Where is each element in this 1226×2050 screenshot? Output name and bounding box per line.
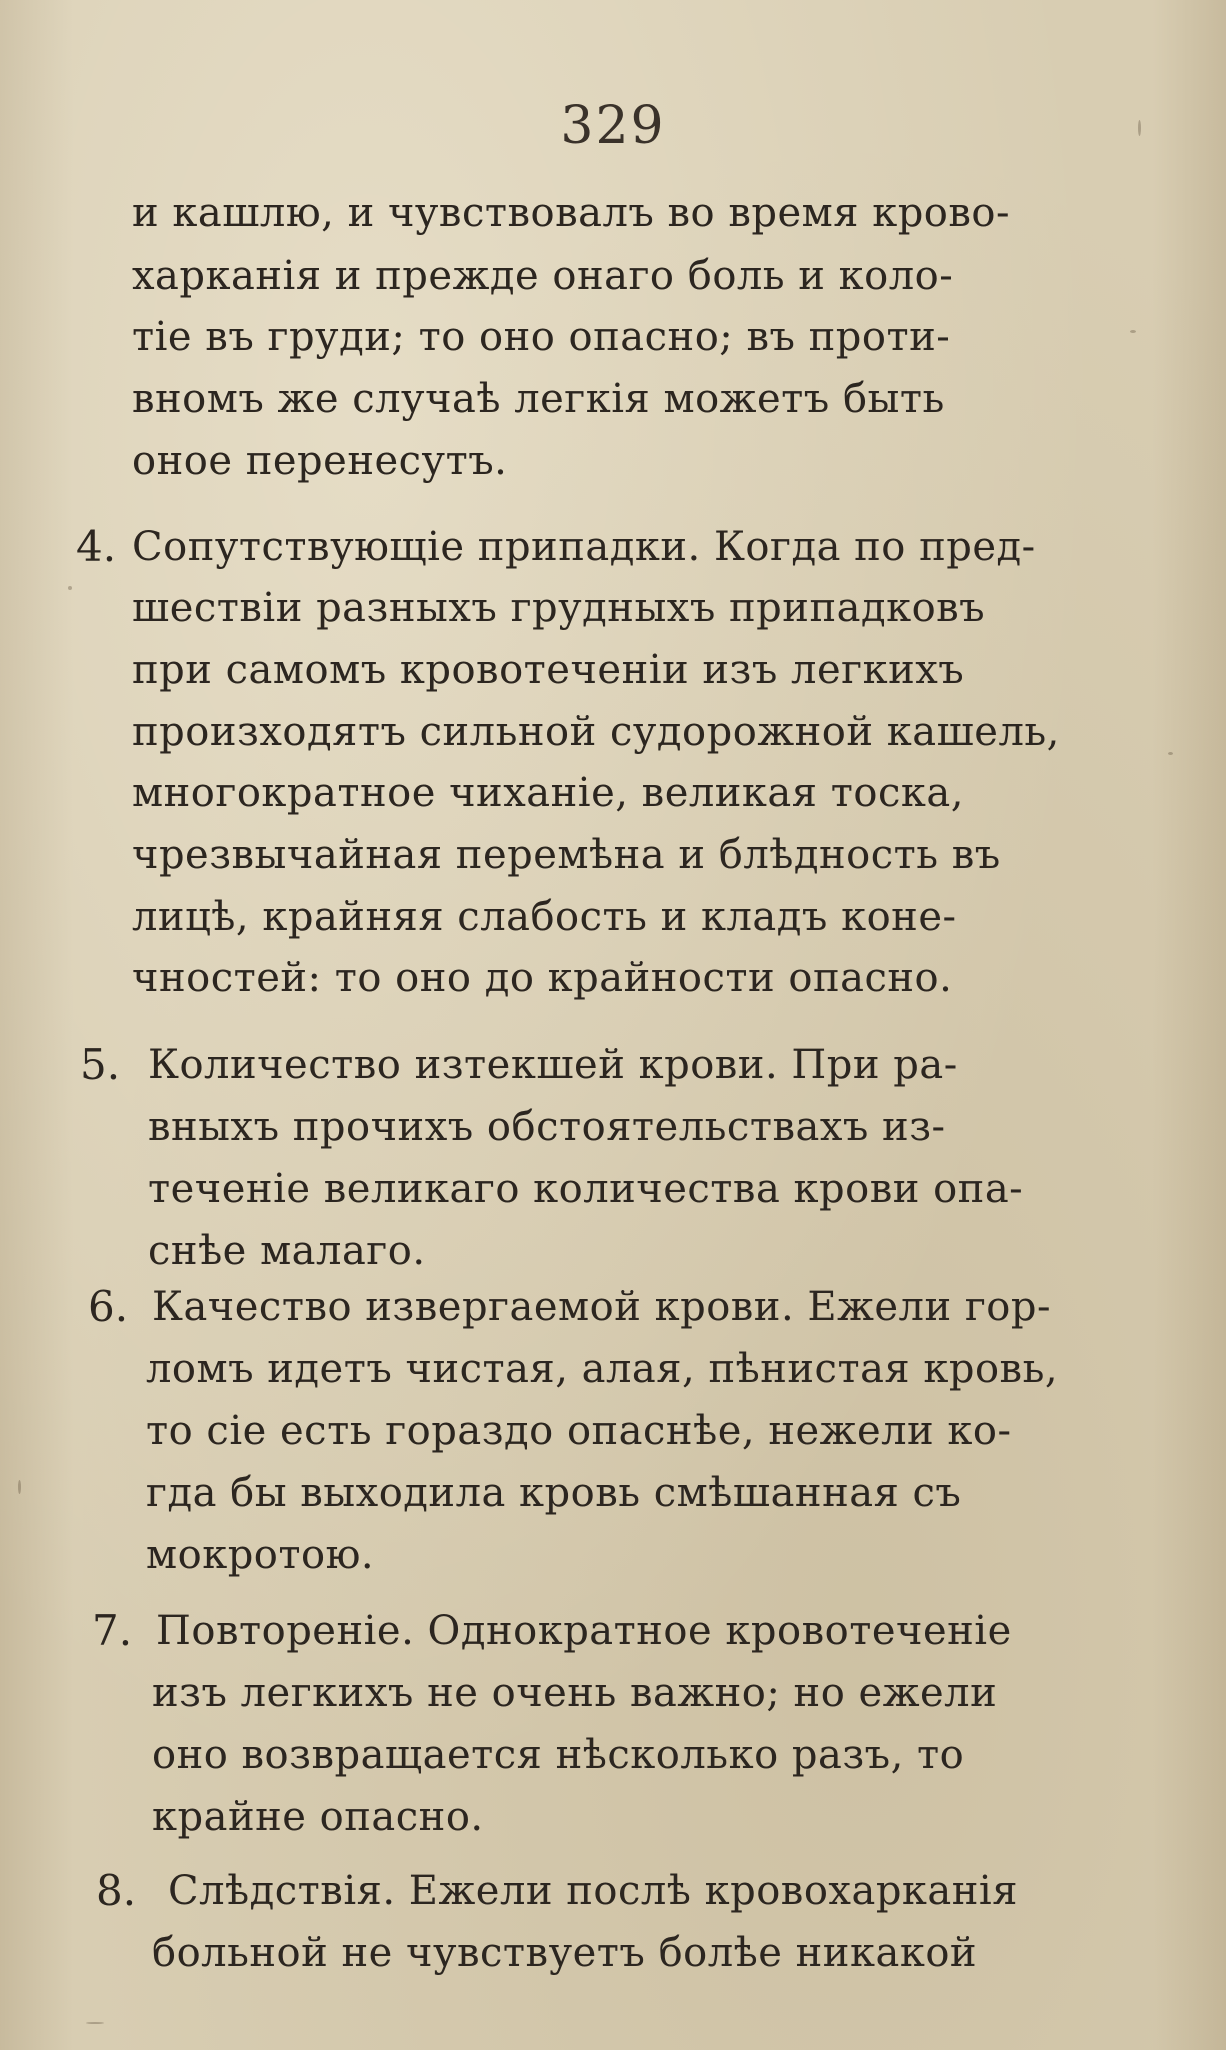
paragraph-number: 8.	[96, 1866, 137, 1915]
text-line: крайне опасно.	[152, 1794, 484, 1840]
text-line: оно возвращается нѣсколько разъ, то	[152, 1732, 965, 1778]
paper-speck	[1168, 752, 1173, 755]
text-line: больной не чувствуетъ болѣе никакой	[152, 1930, 978, 1976]
page-number: 329	[560, 96, 666, 156]
text-line: оное перенесутъ.	[132, 438, 508, 484]
text-line: и кашлю, и чувствовалъ во время крово-	[132, 190, 1011, 236]
text-line: шествіи разныхъ грудныхъ припадковъ	[132, 585, 986, 631]
text-line: то сіе есть гораздо опаснѣе, нежели ко-	[146, 1408, 1012, 1454]
text-line: Сопутствующіе припадки. Когда по пред-	[132, 524, 1036, 570]
text-line: снѣе малаго.	[148, 1228, 426, 1274]
paper-speck	[86, 2022, 104, 2024]
paragraph-number: 7.	[92, 1606, 133, 1655]
text-line: лицѣ, крайняя слабость и кладъ коне-	[132, 894, 957, 940]
text-line: Количество изтекшей крови. При ра-	[148, 1042, 958, 1088]
text-line: гда бы выходила кровь смѣшанная съ	[146, 1470, 962, 1516]
paragraph-number: 4.	[76, 522, 117, 571]
paper-speck	[18, 1480, 21, 1494]
text-line: Качество извергаемой крови. Ежели гор-	[152, 1284, 1051, 1330]
text-line: вныхъ прочихъ обстоятельствахъ из-	[148, 1104, 946, 1150]
text-line: тіе въ груди; то оно опасно; въ проти-	[132, 314, 951, 360]
text-line: многократное чиханіе, великая тоска,	[132, 770, 964, 816]
text-line: чрезвычайная перемѣна и блѣдность въ	[132, 832, 1001, 878]
text-line: изъ легкихъ не очень важно; но ежели	[152, 1670, 998, 1716]
text-line: произходятъ сильной судорожной кашель,	[132, 709, 1060, 755]
text-line: Повтореніе. Однократное кровотеченіе	[156, 1608, 1012, 1654]
paper-speck	[1130, 330, 1136, 333]
text-line: Слѣдствія. Ежели послѣ кровохарканія	[168, 1868, 1018, 1914]
text-line: ломъ идетъ чистая, алая, пѣнистая кровь,	[146, 1346, 1059, 1392]
paper-speck	[68, 586, 72, 590]
paper-speck	[1138, 120, 1141, 136]
text-line: теченіе великаго количества крови опа-	[148, 1166, 1024, 1212]
text-line: при самомъ кровотеченіи изъ легкихъ	[132, 647, 965, 693]
text-line: харканія и прежде онаго боль и коло-	[132, 253, 954, 299]
text-line: мокротою.	[146, 1532, 375, 1578]
text-line: вномъ же случаѣ легкія можетъ быть	[132, 376, 945, 422]
text-line: чностей: то оно до крайности опасно.	[132, 955, 953, 1001]
paragraph-number: 5.	[80, 1040, 121, 1089]
paragraph-number: 6.	[88, 1282, 129, 1331]
